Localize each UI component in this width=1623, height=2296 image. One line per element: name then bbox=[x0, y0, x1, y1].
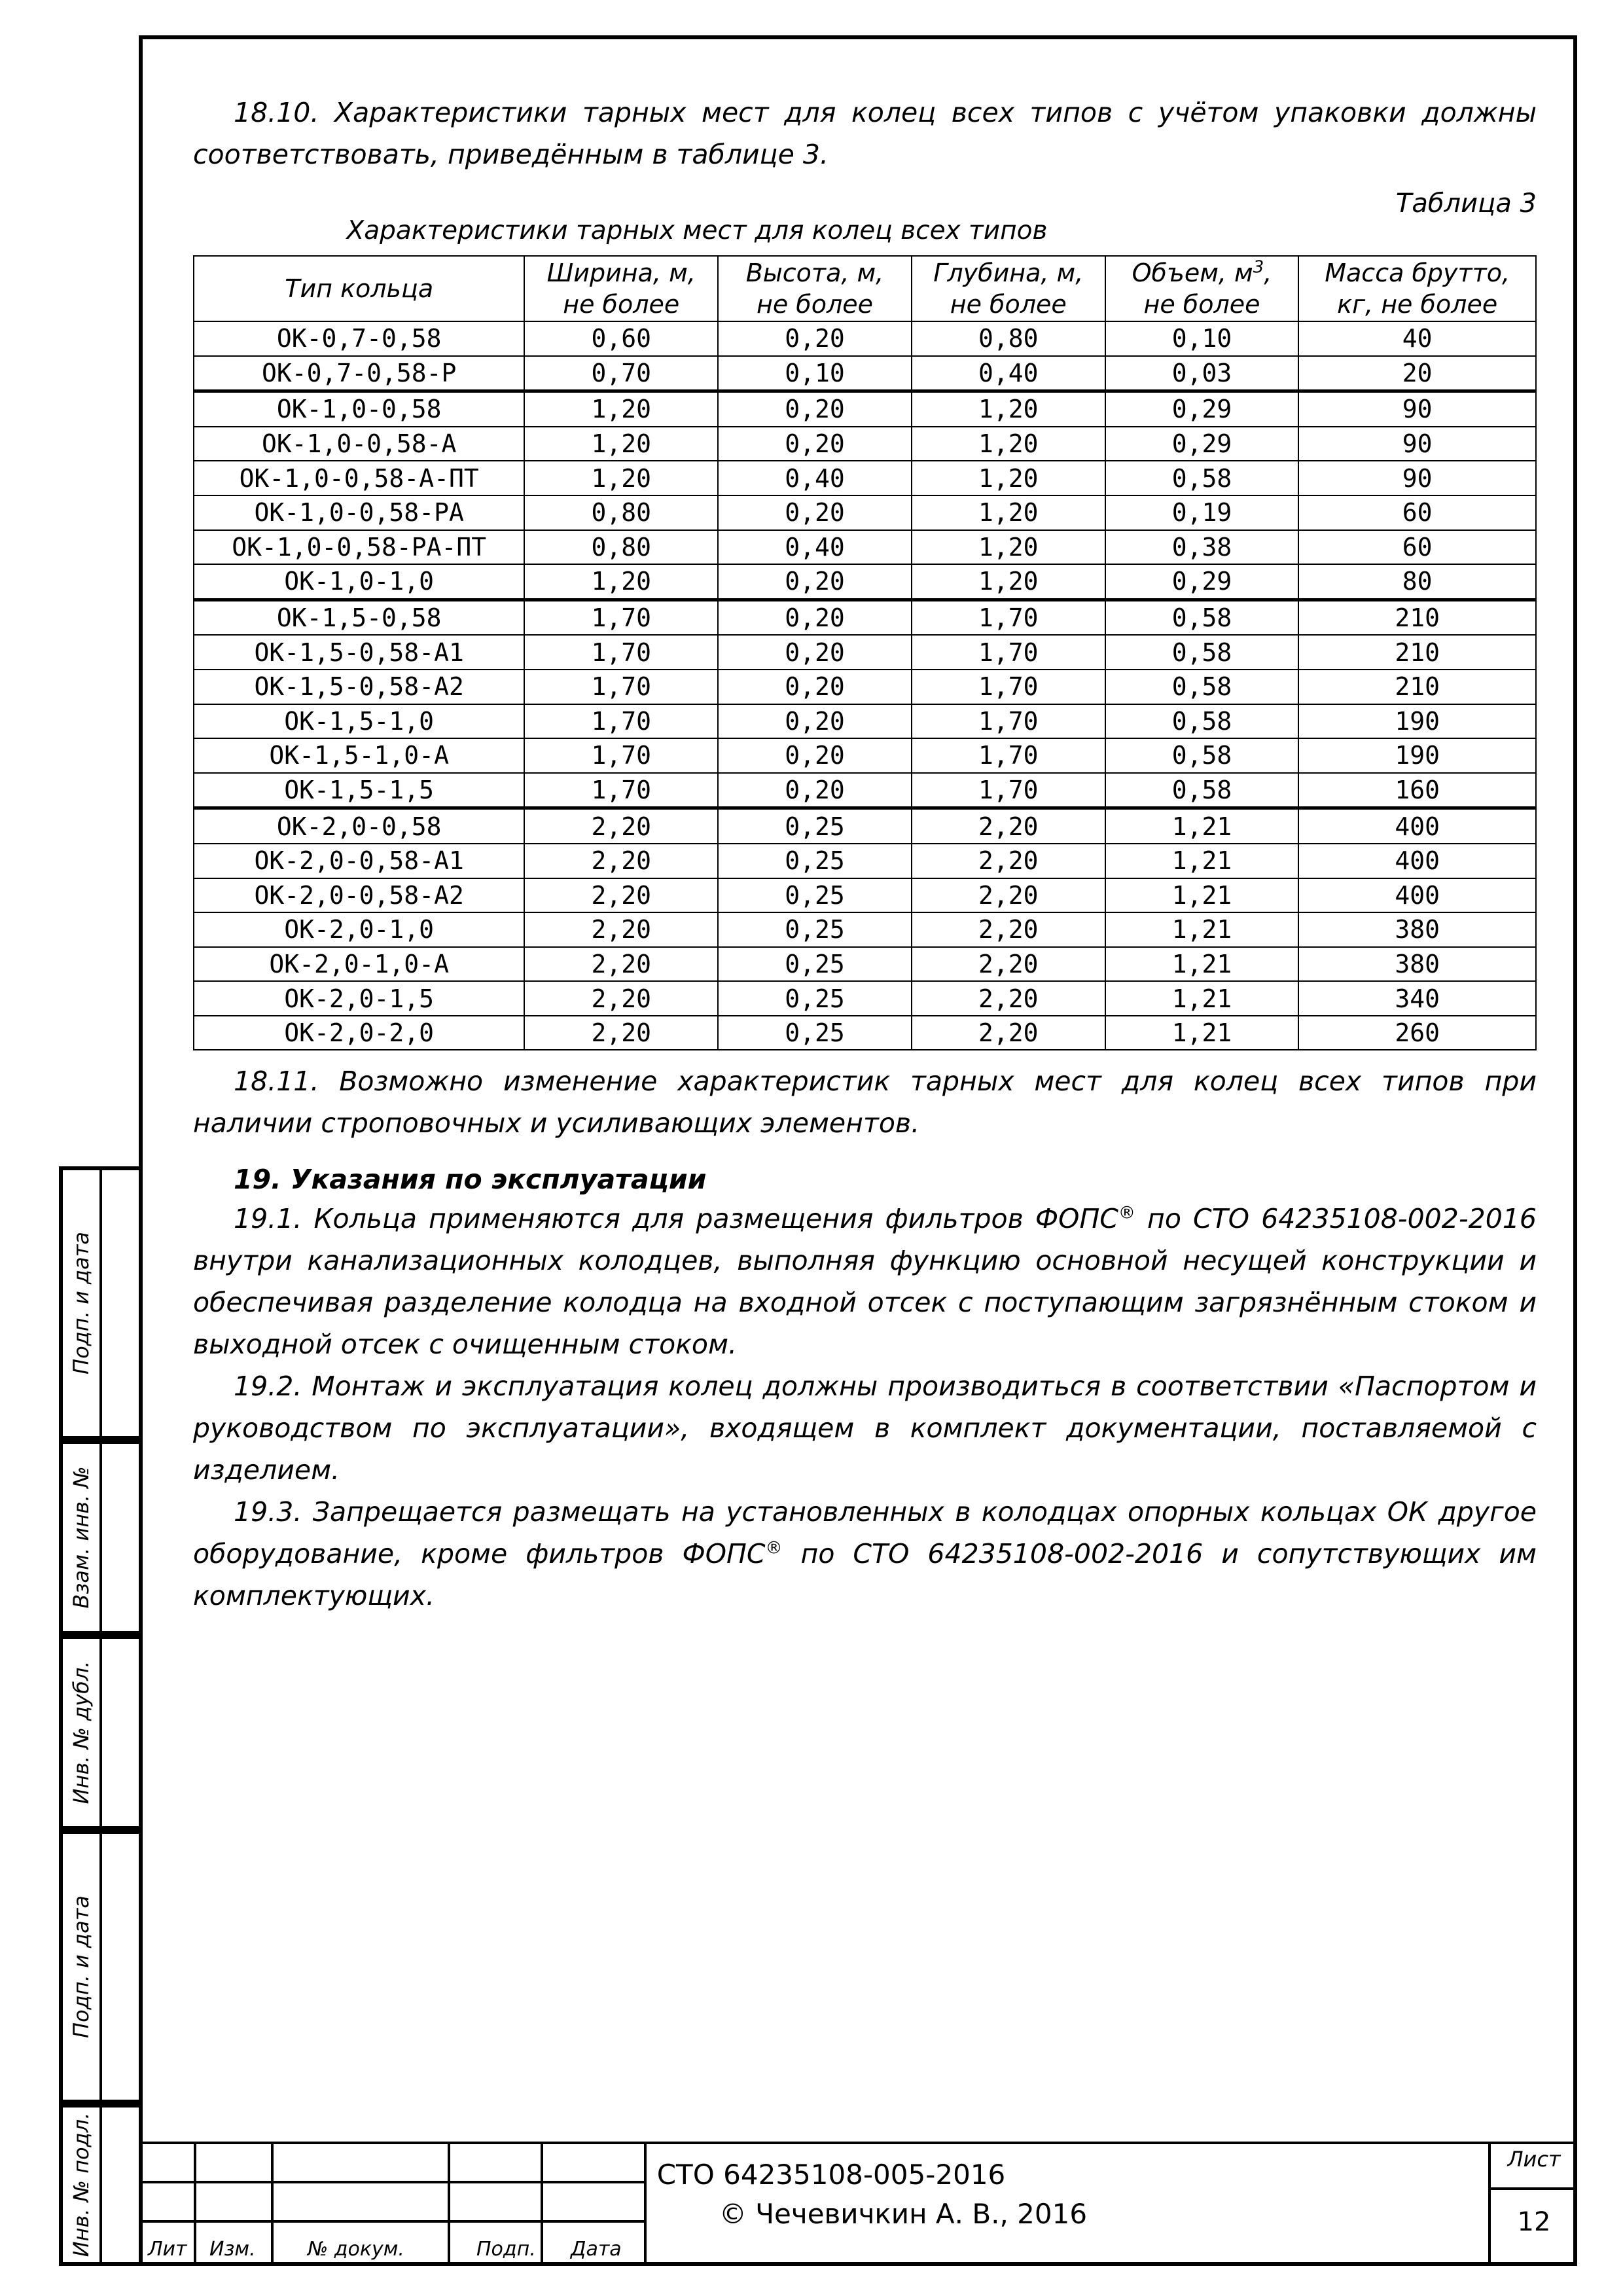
cell-volume: 1,21 bbox=[1105, 844, 1299, 878]
side-box-inv-dubl bbox=[59, 1635, 139, 1830]
cell-height: 0,25 bbox=[718, 947, 912, 982]
cell-type: ОК-2,0-1,0-А bbox=[194, 947, 524, 982]
table-row bbox=[194, 704, 1536, 739]
cell-type: ОК-1,5-1,0 bbox=[194, 704, 524, 739]
cell-depth: 1,70 bbox=[912, 600, 1105, 635]
table-row bbox=[194, 321, 1536, 356]
cell-mass: 400 bbox=[1298, 808, 1536, 844]
cell-mass: 260 bbox=[1298, 1016, 1536, 1050]
cell-volume: 0,03 bbox=[1105, 356, 1299, 391]
cell-depth: 2,20 bbox=[912, 844, 1105, 878]
cell-type: ОК-1,0-1,0 bbox=[194, 564, 524, 600]
cell-type: ОК-1,5-0,58 bbox=[194, 600, 524, 635]
cell-width: 1,70 bbox=[524, 704, 718, 739]
cell-volume: 0,29 bbox=[1105, 391, 1299, 427]
stamp-label-n-dokum: № докум. bbox=[308, 2238, 404, 2261]
stamp-label-data: Дата bbox=[571, 2238, 622, 2261]
table-row bbox=[194, 981, 1536, 1016]
cell-width: 2,20 bbox=[524, 844, 718, 878]
cell-volume: 1,21 bbox=[1105, 912, 1299, 947]
cell-depth: 1,70 bbox=[912, 738, 1105, 773]
cell-height: 0,25 bbox=[718, 878, 912, 913]
cell-height: 0,20 bbox=[718, 391, 912, 427]
table-row bbox=[194, 808, 1536, 844]
cell-height: 0,25 bbox=[718, 1016, 912, 1050]
cell-type: ОК-2,0-2,0 bbox=[194, 1016, 524, 1050]
cell-mass: 190 bbox=[1298, 704, 1536, 739]
paragraph-18-11: 18.11. Возможно изменение характеристик тарных мест для колец всех типов при наличии строповочных и усиливающих элементов. bbox=[193, 1066, 1537, 1139]
cell-volume: 0,58 bbox=[1105, 600, 1299, 635]
cell-volume: 0,38 bbox=[1105, 530, 1299, 565]
cell-height: 0,20 bbox=[718, 427, 912, 461]
cell-height: 0,40 bbox=[718, 530, 912, 565]
cell-height: 0,20 bbox=[718, 321, 912, 356]
table-row bbox=[194, 530, 1536, 565]
side-label-podp-data-top: Подп. и дата bbox=[69, 1232, 94, 1374]
cell-mass: 20 bbox=[1298, 356, 1536, 391]
table-row bbox=[194, 356, 1536, 391]
cell-height: 0,20 bbox=[718, 600, 912, 635]
table-row bbox=[194, 495, 1536, 530]
cell-width: 2,20 bbox=[524, 808, 718, 844]
cell-width: 2,20 bbox=[524, 878, 718, 913]
cell-depth: 2,20 bbox=[912, 912, 1105, 947]
table-row bbox=[194, 738, 1536, 773]
table-row bbox=[194, 844, 1536, 878]
cell-mass: 400 bbox=[1298, 878, 1536, 913]
cell-depth: 1,70 bbox=[912, 635, 1105, 670]
table-row bbox=[194, 564, 1536, 600]
cell-volume: 0,58 bbox=[1105, 670, 1299, 704]
side-box-podp-data-bottom bbox=[59, 1830, 139, 2104]
cell-width: 2,20 bbox=[524, 947, 718, 982]
cell-depth: 1,70 bbox=[912, 670, 1105, 704]
cell-depth: 1,20 bbox=[912, 391, 1105, 427]
cell-type: ОК-1,0-0,58-РА bbox=[194, 495, 524, 530]
side-box-inv-podl bbox=[59, 2104, 139, 2266]
cell-volume: 0,19 bbox=[1105, 495, 1299, 530]
side-label-podp-data-bottom: Подп. и дата bbox=[69, 1895, 94, 2038]
cell-type: ОК-1,5-1,0-А bbox=[194, 738, 524, 773]
cell-height: 0,25 bbox=[718, 912, 912, 947]
table-row bbox=[194, 773, 1536, 808]
cell-depth: 1,20 bbox=[912, 427, 1105, 461]
paragraph-18-10: 18.10. Характеристики тарных мест для колец всех типов с учётом упаковки должны соответствовать, приведённым в таблице 3. bbox=[193, 97, 1537, 170]
table-row bbox=[194, 912, 1536, 947]
table-number: Таблица 3 bbox=[1395, 188, 1537, 219]
cell-mass: 60 bbox=[1298, 495, 1536, 530]
cell-type: ОК-1,5-0,58-А2 bbox=[194, 670, 524, 704]
side-label-inv-podl: Инв. № подл. bbox=[69, 2112, 94, 2257]
cell-width: 2,20 bbox=[524, 981, 718, 1016]
cell-mass: 210 bbox=[1298, 600, 1536, 635]
cell-mass: 210 bbox=[1298, 635, 1536, 670]
cell-volume: 0,29 bbox=[1105, 564, 1299, 600]
cell-height: 0,20 bbox=[718, 704, 912, 739]
col-header-width: Ширина, м, не более bbox=[524, 256, 718, 321]
cell-depth: 1,20 bbox=[912, 530, 1105, 565]
cell-mass: 90 bbox=[1298, 461, 1536, 495]
cell-mass: 210 bbox=[1298, 670, 1536, 704]
cell-type: ОК-2,0-0,58 bbox=[194, 808, 524, 844]
side-label-vzam: Взам. инв. № bbox=[69, 1466, 94, 1609]
cell-depth: 1,70 bbox=[912, 773, 1105, 808]
cell-depth: 0,40 bbox=[912, 356, 1105, 391]
cell-volume: 0,58 bbox=[1105, 635, 1299, 670]
section-19-heading: 19. Указания по эксплуатации bbox=[234, 1164, 707, 1195]
cell-type: ОК-0,7-0,58 bbox=[194, 321, 524, 356]
cell-width: 2,20 bbox=[524, 912, 718, 947]
cell-depth: 2,20 bbox=[912, 878, 1105, 913]
copyright-line: © Чечевичкин А. В., 2016 bbox=[719, 2198, 1088, 2230]
cell-depth: 2,20 bbox=[912, 947, 1105, 982]
stamp-label-izm: Изм. bbox=[209, 2238, 256, 2261]
cell-volume: 0,58 bbox=[1105, 738, 1299, 773]
cell-type: ОК-1,0-0,58-А-ПТ bbox=[194, 461, 524, 495]
cell-volume: 0,58 bbox=[1105, 773, 1299, 808]
cell-width: 1,20 bbox=[524, 391, 718, 427]
cell-type: ОК-1,0-0,58-РА-ПТ bbox=[194, 530, 524, 565]
cell-type: ОК-1,5-0,58-А1 bbox=[194, 635, 524, 670]
table-row bbox=[194, 391, 1536, 427]
cell-height: 0,10 bbox=[718, 356, 912, 391]
col-header-volume: Объем, $м^3$, не более bbox=[1105, 256, 1299, 321]
cell-type: ОК-2,0-0,58-А2 bbox=[194, 878, 524, 913]
cell-type: ОК-0,7-0,58-Р bbox=[194, 356, 524, 391]
cell-mass: 340 bbox=[1298, 981, 1536, 1016]
cell-height: 0,20 bbox=[718, 670, 912, 704]
cell-depth: 1,70 bbox=[912, 704, 1105, 739]
cell-mass: 400 bbox=[1298, 844, 1536, 878]
cell-depth: 2,20 bbox=[912, 808, 1105, 844]
sheet-number: 12 bbox=[1517, 2207, 1551, 2237]
cell-volume: 1,21 bbox=[1105, 947, 1299, 982]
table-header-row bbox=[194, 256, 1536, 321]
cell-type: ОК-1,5-1,5 bbox=[194, 773, 524, 808]
cell-volume: 1,21 bbox=[1105, 878, 1299, 913]
cell-width: 1,70 bbox=[524, 738, 718, 773]
table-row bbox=[194, 635, 1536, 670]
cell-depth: 1,20 bbox=[912, 495, 1105, 530]
cell-mass: 380 bbox=[1298, 912, 1536, 947]
table-row bbox=[194, 947, 1536, 982]
document-code: СТО 64235108-005-2016 bbox=[656, 2159, 1006, 2191]
cell-depth: 1,20 bbox=[912, 461, 1105, 495]
col-header-type: Тип кольца bbox=[194, 256, 524, 321]
cell-type: ОК-1,0-0,58-А bbox=[194, 427, 524, 461]
paragraph-19-2: 19.2. Монтаж и эксплуатация колец должны производиться в соответствии «Паспортом и руководством по эксплуатации», входящем в комплект документации, поставляемой с изделием. bbox=[193, 1371, 1537, 1486]
table-row bbox=[194, 878, 1536, 913]
cell-depth: 1,20 bbox=[912, 564, 1105, 600]
sheet-label: Лист bbox=[1507, 2147, 1561, 2172]
cell-type: ОК-2,0-1,0 bbox=[194, 912, 524, 947]
cell-width: 1,70 bbox=[524, 773, 718, 808]
cell-width: 1,70 bbox=[524, 635, 718, 670]
cell-width: 1,70 bbox=[524, 600, 718, 635]
cell-mass: 40 bbox=[1298, 321, 1536, 356]
table-row bbox=[194, 427, 1536, 461]
cell-mass: 80 bbox=[1298, 564, 1536, 600]
cell-height: 0,25 bbox=[718, 844, 912, 878]
side-box-podp-data-top bbox=[59, 1166, 139, 1440]
cell-volume: 0,10 bbox=[1105, 321, 1299, 356]
cell-height: 0,20 bbox=[718, 738, 912, 773]
cell-mass: 90 bbox=[1298, 391, 1536, 427]
cell-width: 1,70 bbox=[524, 670, 718, 704]
cell-volume: 0,29 bbox=[1105, 427, 1299, 461]
col-header-mass: Масса брутто, кг, не более bbox=[1298, 256, 1536, 321]
col-header-height: Высота, м, не более bbox=[718, 256, 912, 321]
table-title: Характеристики тарных мест для колец всех типов bbox=[346, 216, 1048, 245]
cell-height: 0,25 bbox=[718, 981, 912, 1016]
cell-height: 0,40 bbox=[718, 461, 912, 495]
cell-depth: 2,20 bbox=[912, 1016, 1105, 1050]
cell-width: 0,80 bbox=[524, 495, 718, 530]
cell-type: ОК-2,0-0,58-А1 bbox=[194, 844, 524, 878]
cell-width: 1,20 bbox=[524, 564, 718, 600]
cell-height: 0,20 bbox=[718, 495, 912, 530]
cell-mass: 90 bbox=[1298, 427, 1536, 461]
table-row bbox=[194, 1016, 1536, 1050]
cell-width: 0,60 bbox=[524, 321, 718, 356]
cell-mass: 380 bbox=[1298, 947, 1536, 982]
cell-height: 0,20 bbox=[718, 564, 912, 600]
cell-volume: 0,58 bbox=[1105, 461, 1299, 495]
cell-mass: 160 bbox=[1298, 773, 1536, 808]
table-row bbox=[194, 670, 1536, 704]
cell-mass: 60 bbox=[1298, 530, 1536, 565]
cell-width: 1,20 bbox=[524, 461, 718, 495]
stamp-label-podp: Подп. bbox=[476, 2238, 536, 2261]
cell-depth: 2,20 bbox=[912, 981, 1105, 1016]
cell-volume: 1,21 bbox=[1105, 981, 1299, 1016]
cell-width: 1,20 bbox=[524, 427, 718, 461]
side-box-vzam bbox=[59, 1440, 139, 1635]
stamp-label-lit: Лит bbox=[148, 2238, 187, 2261]
cell-width: 0,70 bbox=[524, 356, 718, 391]
cell-volume: 1,21 bbox=[1105, 1016, 1299, 1050]
paragraph-19-1: 19.1. Кольца применяются для размещения фильтров ФОПС® по СТО 64235108-002-2016 внутри канализационных колодцев, выполняя функцию основной несущей конструкции и обеспечивая разделение колодца на входной отсек с поступающим загрязнённым стоком и выходной отсек с очищенным стоком. bbox=[193, 1203, 1537, 1360]
cell-mass: 190 bbox=[1298, 738, 1536, 773]
cell-width: 2,20 bbox=[524, 1016, 718, 1050]
table-row bbox=[194, 461, 1536, 495]
cell-height: 0,25 bbox=[718, 808, 912, 844]
cell-type: ОК-1,0-0,58 bbox=[194, 391, 524, 427]
cell-type: ОК-2,0-1,5 bbox=[194, 981, 524, 1016]
cell-depth: 0,80 bbox=[912, 321, 1105, 356]
paragraph-19-3: 19.3. Запрещается размещать на установленных в колодцах опорных кольцах ОК другое оборудование, кроме фильтров ФОПС® по СТО 64235108-002-2016 и сопутствующих им комплектующих. bbox=[193, 1496, 1537, 1611]
cell-width: 0,80 bbox=[524, 530, 718, 565]
cell-height: 0,20 bbox=[718, 773, 912, 808]
col-header-depth: Глубина, м, не более bbox=[912, 256, 1105, 321]
side-label-inv-dubl: Инв. № дубл. bbox=[69, 1660, 94, 1804]
cell-volume: 0,58 bbox=[1105, 704, 1299, 739]
table-row bbox=[194, 600, 1536, 635]
tare-characteristics-table bbox=[193, 255, 1537, 1050]
cell-height: 0,20 bbox=[718, 635, 912, 670]
cell-volume: 1,21 bbox=[1105, 808, 1299, 844]
